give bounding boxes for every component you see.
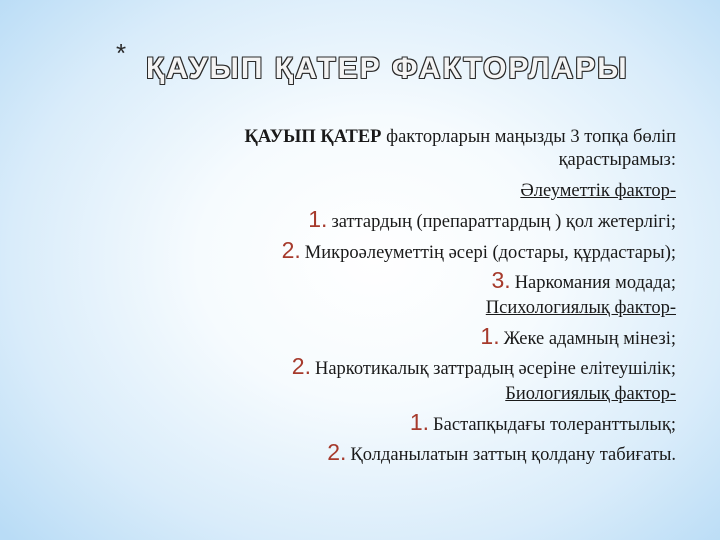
item-number: 2.	[291, 353, 311, 379]
group-heading-social: Әлеуметтік фактор-	[520, 181, 676, 202]
list-item	[136, 322, 676, 351]
item-number: 2.	[327, 439, 347, 466]
list-item	[136, 205, 676, 234]
list-item	[136, 438, 676, 467]
intro-bold-term: ҚАУЫП ҚАТЕР	[244, 127, 382, 147]
item-number: 3.	[491, 266, 511, 293]
slide-body	[136, 126, 676, 469]
intro-line-2: қарастырамыз:	[558, 150, 676, 171]
item-text: Наркотикалық заттрадың әсеріне елітеушілік;	[314, 359, 676, 379]
item-number: 1.	[308, 206, 328, 233]
group-heading-biological: Биологиялық фактор-	[505, 384, 676, 405]
item-number: 2.	[281, 236, 301, 263]
item-number: 1.	[480, 322, 500, 349]
title-bullet-icon: *	[116, 38, 127, 68]
list-item	[136, 408, 676, 437]
list-item	[136, 236, 676, 265]
list-item	[136, 266, 676, 295]
intro-line-1	[136, 126, 676, 149]
slide-title: ҚАУЫП ҚАТЕР ФАКТОРЛАРЫ	[146, 52, 629, 85]
item-text: Бастапқыдағы толеранттылық;	[433, 415, 676, 436]
item-number: 1.	[409, 409, 430, 436]
item-text: Қолданылатын заттың қолдану табиғаты.	[350, 445, 676, 466]
list-item	[136, 352, 676, 381]
intro-text: факторларын маңызды 3 топқа бөліп	[381, 127, 676, 147]
item-text: Микроәлеуметтің әсері (достары, құрдастары);	[304, 242, 676, 263]
item-text: Наркомания модада;	[514, 272, 676, 293]
item-text: заттардың (препараттардың ) қол жетерлігі;	[331, 212, 676, 233]
group-heading-psychological: Психологиялық фактор-	[485, 297, 676, 318]
item-text: Жеке адамның мінезі;	[503, 328, 676, 349]
